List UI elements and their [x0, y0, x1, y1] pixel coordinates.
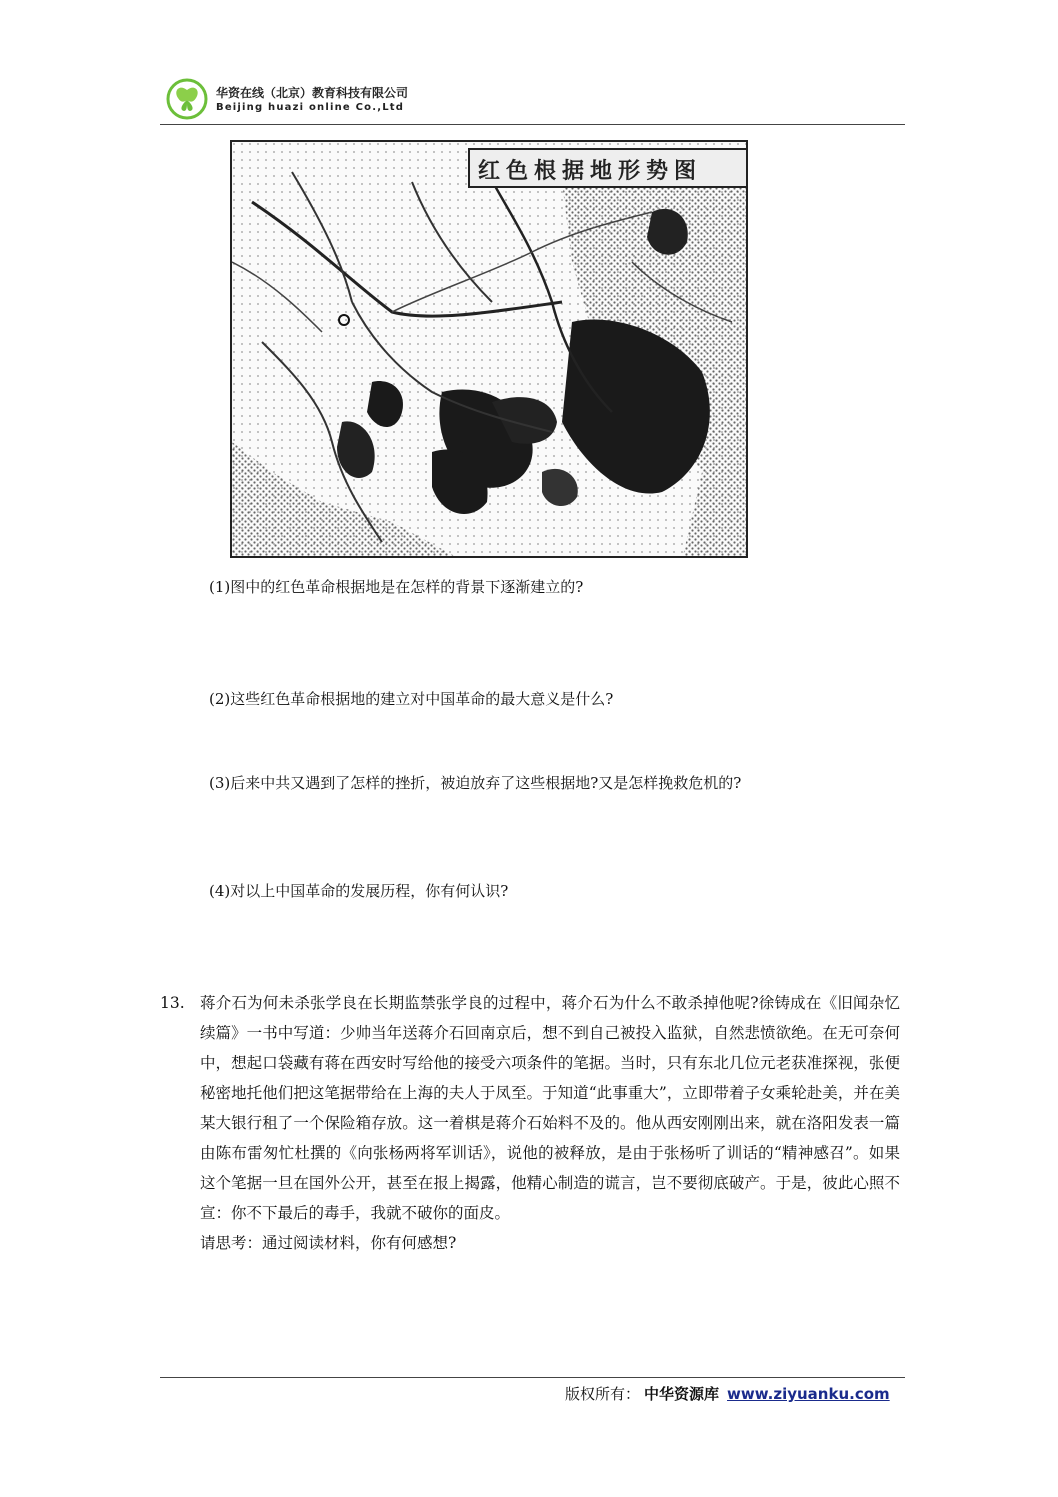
copyright-label: 版权所有：	[565, 1385, 641, 1403]
map-title: 红色根据地形势图	[478, 158, 703, 184]
question-13-passage: 蒋介石为何未杀张学良在长期监禁张学良的过程中，蒋介石为什么不敢杀掉他呢?徐铸成在《旧闻杂忆续篇》一书中写道：少帅当年送蒋介石回南京后，想不到自己被投入监狱，自然悲愤欲绝。在无可奈何中，想起口袋藏有蒋在西安时写给他的接受六项条件的笔据。当时，只有东北几位元老获准探视，张便秘密地托他们把这笔据带给在上海的夫人于凤至。于知道“此事重大”，立即带着子女乘轮赴美，并在美某大银行租了一个保险箱存放。这一着棋是蒋介石始料不及的。他从西安刚刚出来，就在洛阳发表一篇由陈布雷匆忙杜撰的《向张杨两将军训话》，说他的被释放，是由于张杨听了训话的“精神感召”。如果这个笔据一旦在国外公开，甚至在报上揭露，他精心制造的谎言，岂不要彻底破产。于是，彼此心照不宣：你不下最后的毒手，我就不破你的面皮。	[200, 994, 900, 1222]
question-4: (4)对以上中国革命的发展历程，你有何认识?	[209, 882, 509, 900]
footer-brand: 中华资源库	[644, 1385, 720, 1403]
page-header	[160, 72, 905, 125]
question-3: (3)后来中共又遇到了怎样的挫折，被迫放弃了这些根据地?又是怎样挽救危机的?	[209, 774, 742, 792]
question-13-prompt: 请思考：通过阅读材料，你有何感想?	[200, 1234, 457, 1252]
company-name-cn: 华资在线（北京）教育科技有限公司	[216, 86, 409, 100]
map-graphic	[232, 142, 748, 558]
butterfly-logo-icon	[166, 78, 208, 120]
map-title-box	[468, 148, 748, 188]
footer-divider	[160, 1377, 905, 1378]
question-2: (2)这些红色革命根据地的建立对中国革命的最大意义是什么?	[209, 690, 614, 708]
footer-url-link[interactable]: www.ziyuanku.com	[727, 1385, 890, 1403]
question-13	[160, 988, 905, 1258]
page-footer	[565, 1383, 890, 1404]
red-base-map	[230, 140, 748, 558]
question-1: (1)图中的红色革命根据地是在怎样的背景下逐渐建立的?	[209, 578, 584, 596]
question-13-number: 13.	[160, 994, 185, 1012]
company-name-en: Beijing huazi online Co.,Ltd	[216, 102, 405, 113]
